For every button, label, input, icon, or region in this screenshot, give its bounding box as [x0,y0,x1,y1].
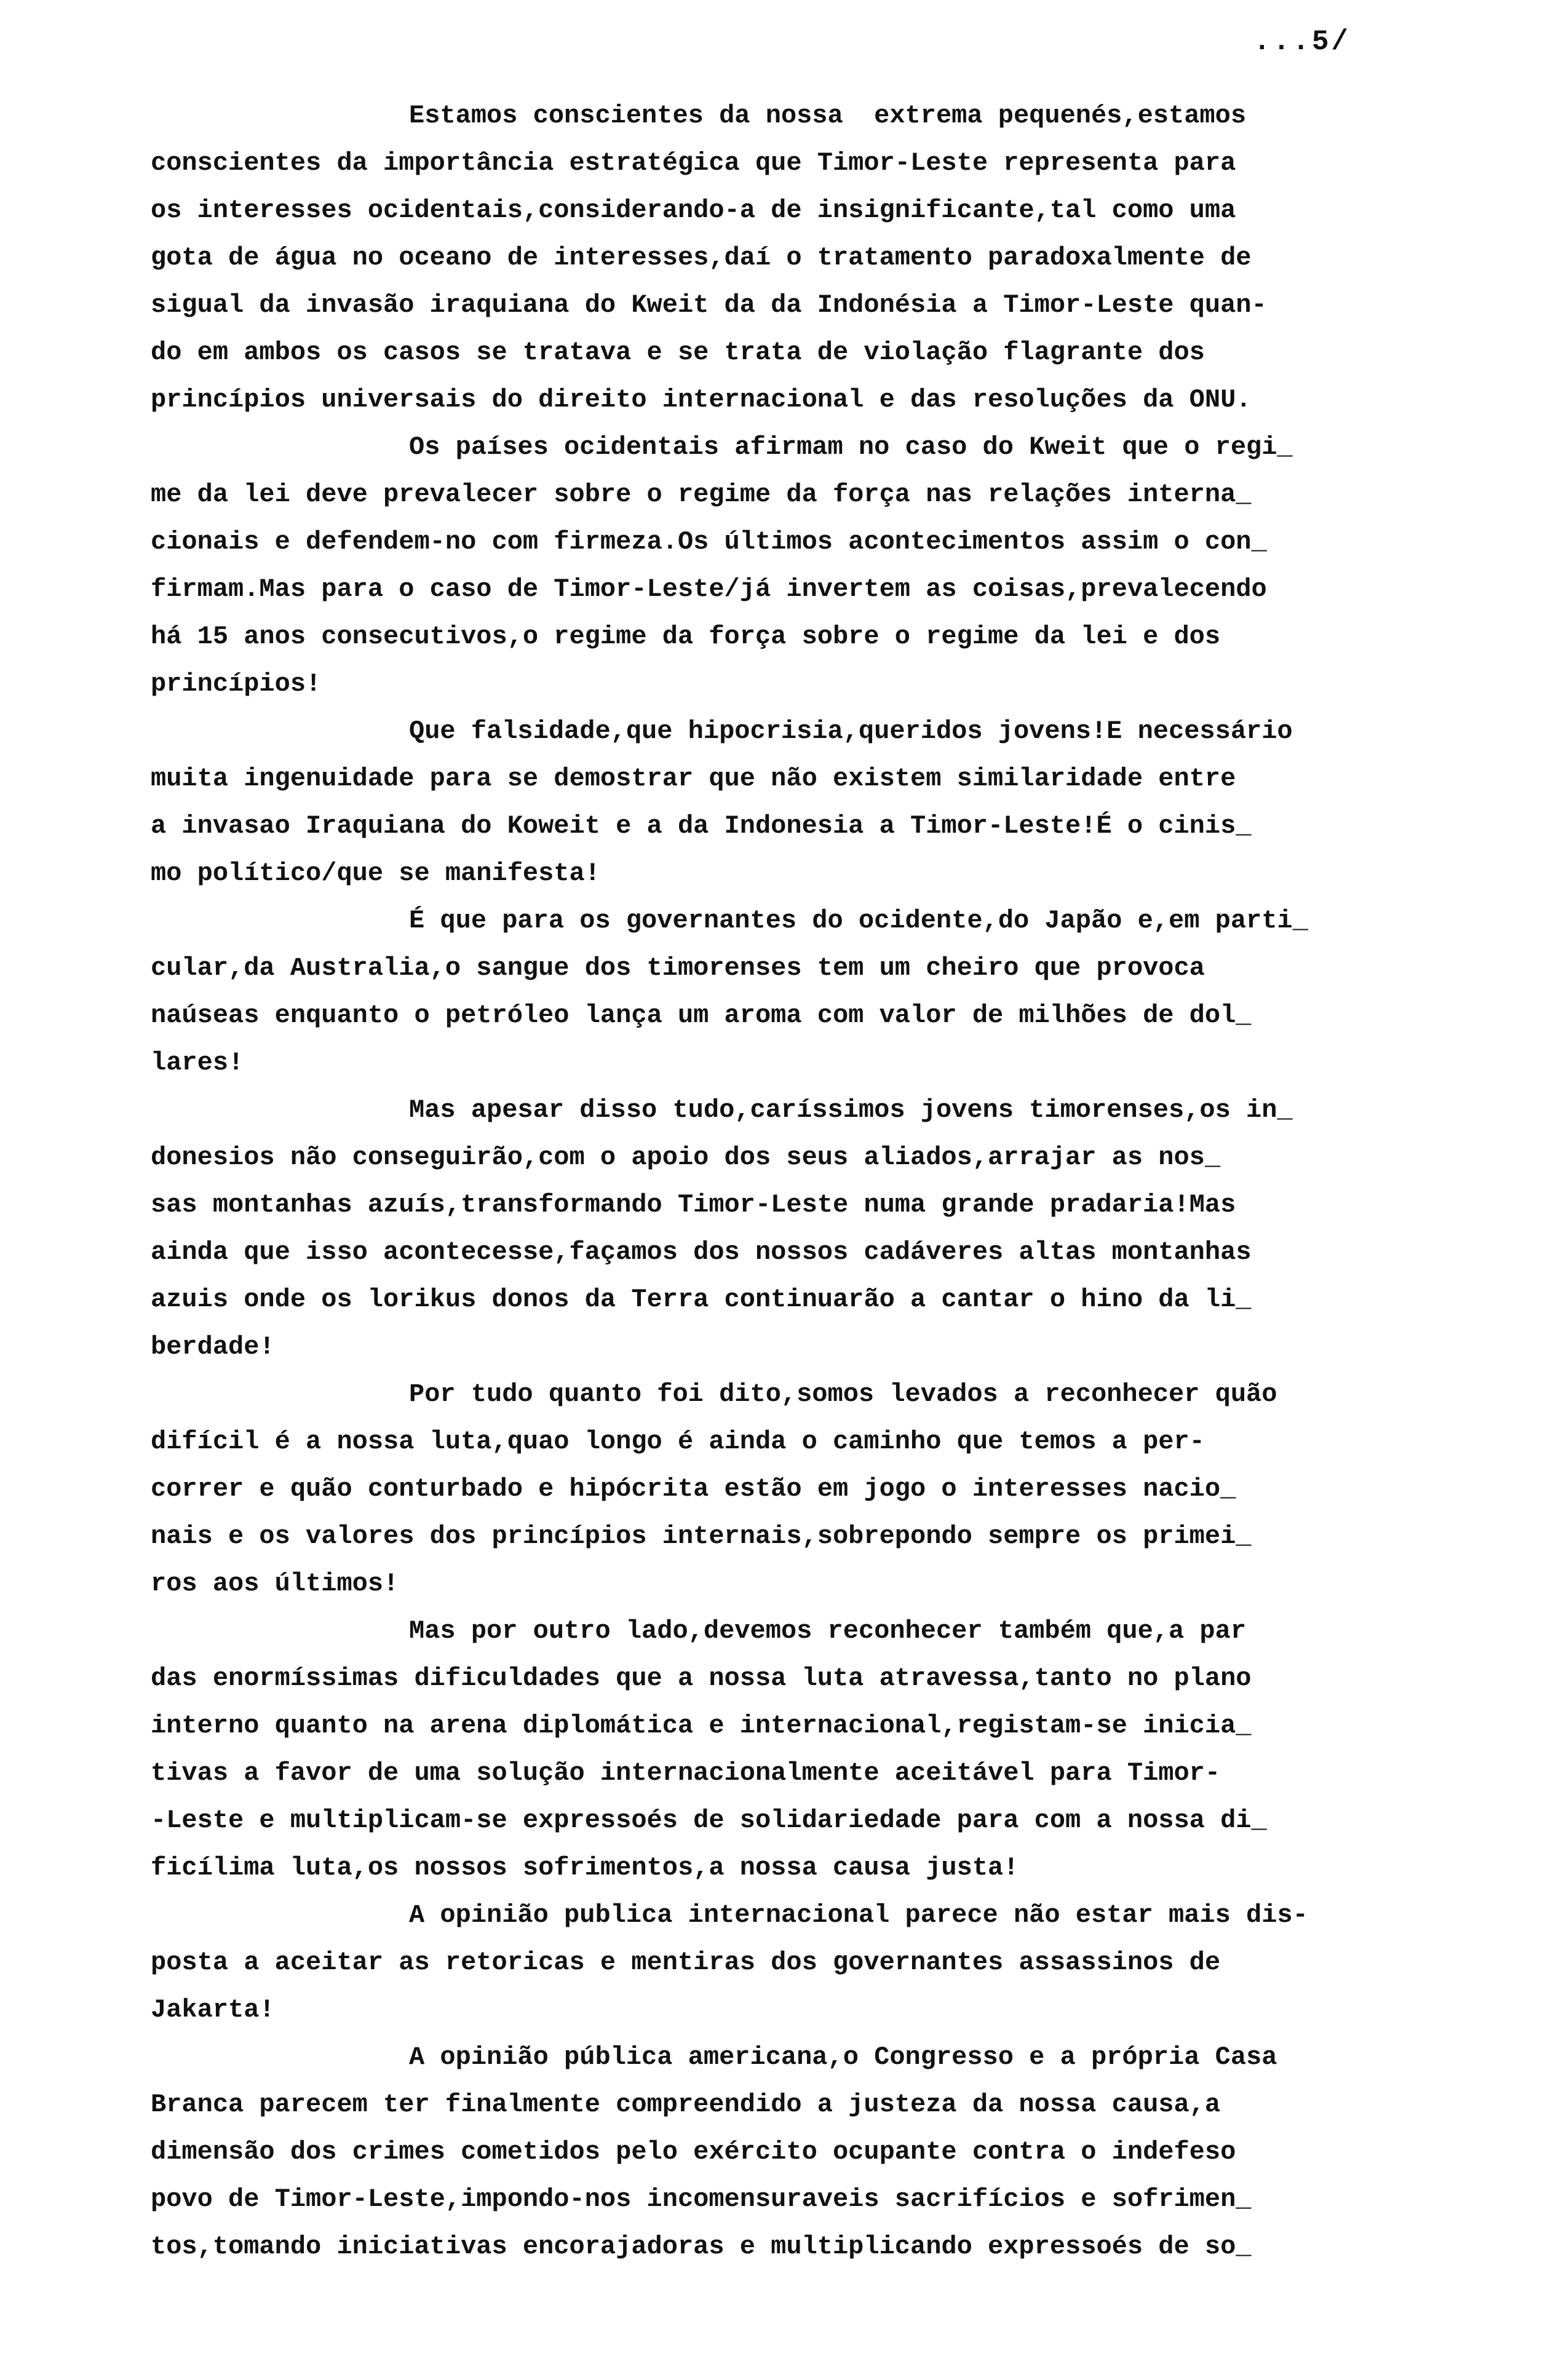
text-line: interno quanto na arena diplomática e internacional,registam-se inicia_ [151,1711,1252,1740]
text-line: ainda que isso acontecesse,façamos dos nossos cadáveres altas montanhas [151,1237,1252,1267]
text-line: naúseas enquanto o petróleo lança um aroma com valor de milhões de dol_ [151,1001,1252,1030]
text-line: azuis onde os lorikus donos da Terra continuarão a cantar o hino da li_ [151,1285,1252,1314]
text-line: os interesses ocidentais,considerando-a de insignificante,tal como uma [151,196,1236,225]
text-line: Por tudo quanto foi dito,somos levados a reconhecer quão [409,1379,1277,1409]
text-line: firmam.Mas para o caso de Timor-Leste/já invertem as coisas,prevalecendo [151,574,1267,604]
text-line: do em ambos os casos se tratava e se trata de violação flagrante dos [151,338,1205,367]
text-line: Branca parecem ter finalmente compreendido a justeza da nossa causa,a [151,2090,1221,2119]
text-line: princípios universais do direito internacional e das resoluções da ONU. [151,385,1252,415]
text-line: cular,da Australia,o sangue dos timorenses tem um cheiro que provoca [151,953,1205,983]
text-line: Jakarta! [151,1995,275,2025]
text-line: posta a aceitar as retoricas e mentiras dos governantes assassinos de [151,1948,1221,1977]
text-line: difícil é a nossa luta,quao longo é ainda o caminho que temos a per- [151,1427,1205,1456]
document-body [151,92,1510,2271]
text-line: me da lei deve prevalecer sobre o regime da força nas relações interna_ [151,480,1252,509]
text-line: tivas a favor de uma solução internacionalmente aceitável para Timor- [151,1758,1221,1788]
text-line: a invasao Iraquiana do Koweit e a da Indonesia a Timor-Leste!É o cinis_ [151,811,1252,841]
text-line: há 15 anos consecutivos,o regime da força sobre o regime da lei e dos [151,622,1221,651]
text-line: muita ingenuidade para se demostrar que não existem similaridade entre [151,764,1236,793]
text-line: cionais e defendem-no com firmeza.Os últimos acontecimentos assim o con_ [151,527,1267,557]
text-line: Que falsidade,que hipocrisia,queridos jovens!E necessário [409,716,1293,746]
text-line: -Leste e multiplicam-se expressoés de solidariedade para com a nossa di_ [151,1806,1267,1835]
text-line: dimensão dos crimes cometidos pelo exército ocupante contra o indefeso [151,2137,1236,2167]
text-line: donesios não conseguirão,com o apoio dos seus aliados,arrajar as nos_ [151,1143,1221,1172]
text-line: Mas por outro lado,devemos reconhecer também que,a par [409,1616,1247,1646]
text-line: Os países ocidentais afirmam no caso do Kweit que o regi_ [409,432,1293,462]
text-line: Mas apesar disso tudo,caríssimos jovens timorenses,os in_ [409,1095,1293,1125]
text-line: povo de Timor-Leste,impondo-nos incomensuraveis sacrifícios e sofrimen_ [151,2184,1252,2214]
text-line: lares! [151,1048,244,1077]
text-line: nais e os valores dos princípios internais,sobrepondo sempre os primei_ [151,1521,1252,1551]
text-line: É que para os governantes do ocidente,do Japão e,em parti_ [409,906,1308,935]
text-line: mo político/que se manifesta! [151,859,600,888]
text-line: princípios! [151,669,322,699]
text-line: conscientes da importância estratégica que Timor-Leste representa para [151,148,1236,178]
text-line: gota de água no oceano de interesses,daí o tratamento paradoxalmente de [151,243,1252,272]
text-line: ros aos últimos! [151,1569,399,1598]
text-line: A opinião publica internacional parece não estar mais dis- [409,1900,1308,1930]
text-line: sas montanhas azuís,transformando Timor-Leste numa grande pradaria!Mas [151,1190,1236,1220]
text-line: sigual da invasão iraquiana do Kweit da da Indonésia a Timor-Leste quan- [151,290,1267,320]
text-line: ficílima luta,os nossos sofrimentos,a nossa causa justa! [151,1853,1019,1882]
text-line: das enormíssimas dificuldades que a nossa luta atravessa,tanto no plano [151,1664,1252,1693]
text-line: correr e quão conturbado e hipócrita estão em jogo o interesses nacio_ [151,1474,1236,1504]
text-line: tos,tomando iniciativas encorajadoras e multiplicando expressoés de so_ [151,2232,1252,2261]
text-line: berdade! [151,1332,275,1362]
page-number: ...5/ [1253,26,1351,58]
text-line: Estamos conscientes da nossa extrema pequenés,estamos [409,101,1247,130]
text-line: A opinião pública americana,o Congresso e a própria Casa [409,2042,1277,2072]
